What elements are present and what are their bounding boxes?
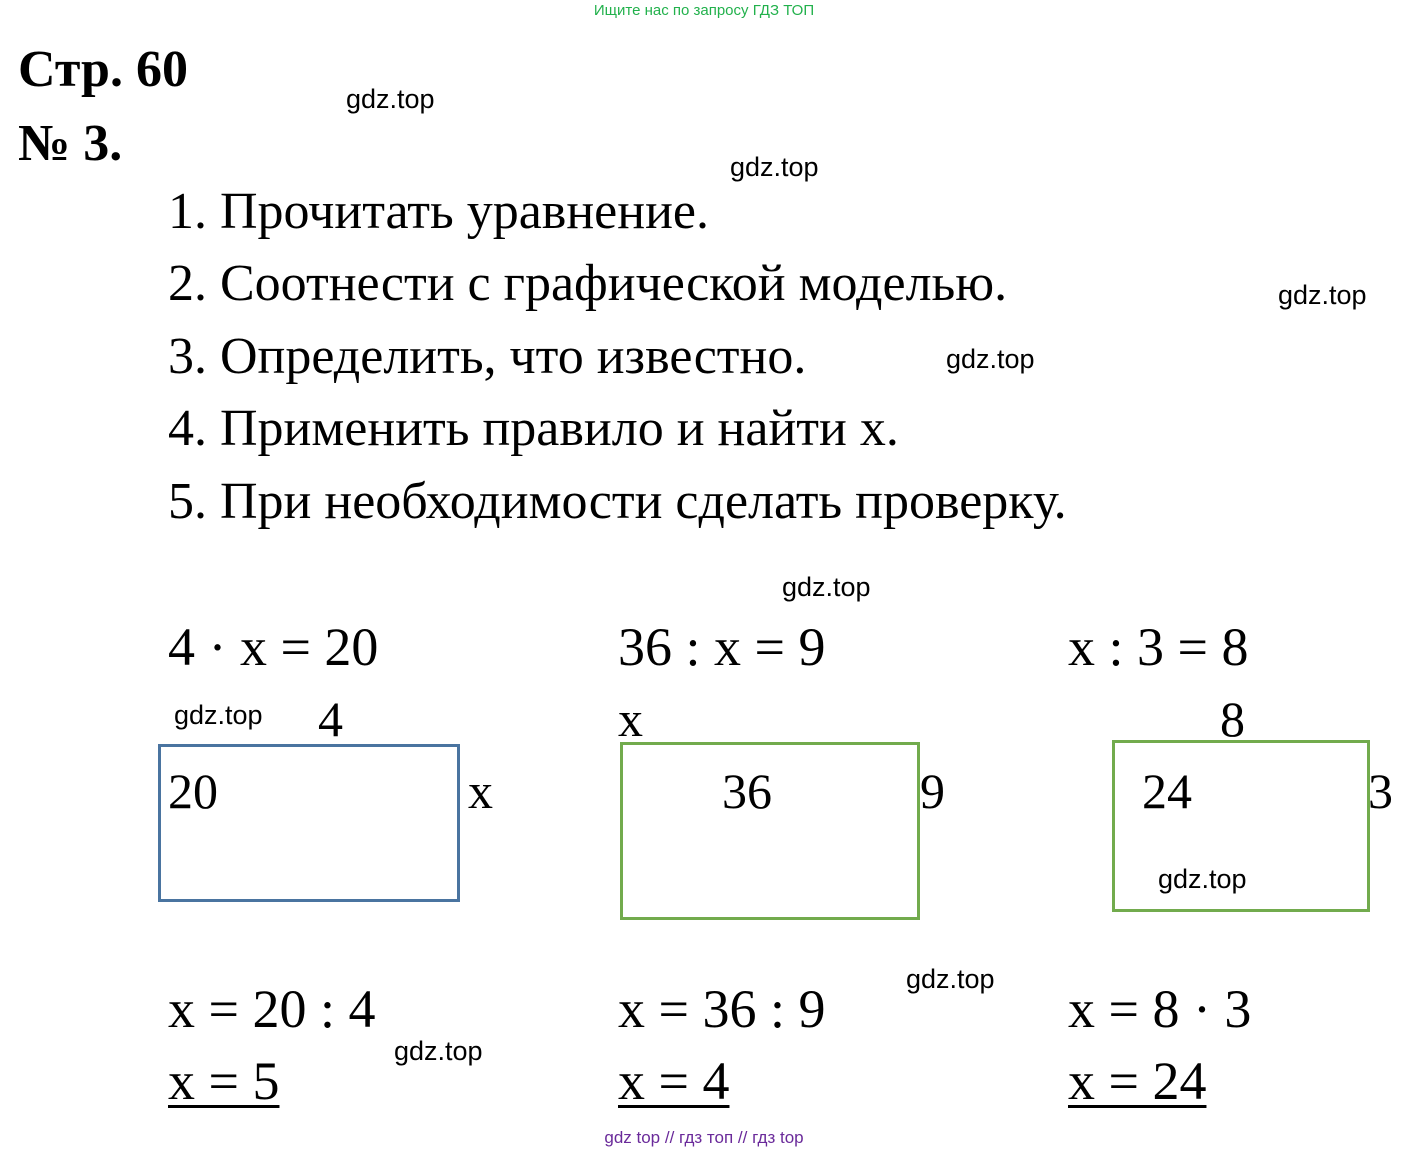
step-3: 3. Определить, что известно.: [168, 328, 807, 385]
footer-links: [0, 1128, 1408, 1148]
footer-link-gdz-top-ru[interactable]: гдз топ: [679, 1128, 734, 1147]
problem-3-top-label: 8: [1220, 691, 1245, 747]
problem-1-inner-value: 20: [168, 763, 218, 819]
watermark-7: gdz.top: [1158, 864, 1247, 894]
step-4: 4. Применить правило и найти х.: [168, 400, 899, 457]
task-heading: № 3.: [18, 115, 123, 172]
footer-link-gdz-top[interactable]: gdz top: [604, 1128, 661, 1147]
problem-3-answer: х = 24: [1068, 1051, 1207, 1111]
watermark-9: gdz.top: [394, 1036, 483, 1066]
problem-3-solution: х = 8 · 3: [1068, 979, 1252, 1039]
problem-1-equation: 4 · х = 20: [168, 617, 379, 677]
problem-2-solution: х = 36 : 9: [618, 979, 826, 1039]
watermark-5: gdz.top: [782, 572, 871, 602]
watermark-8: gdz.top: [906, 964, 995, 994]
problem-2-equation: 36 : х = 9: [618, 617, 826, 677]
watermark-2: gdz.top: [730, 152, 819, 182]
problem-1-side-label: х: [468, 763, 493, 819]
step-1: 1. Прочитать уравнение.: [168, 183, 709, 240]
problem-1-answer: х = 5: [168, 1051, 280, 1111]
step-2: 2. Соотнести с графической моделью.: [168, 255, 1008, 312]
top-banner[interactable]: Ищите нас по запросу ГДЗ ТОП: [593, 2, 815, 19]
problem-2-top-label: х: [618, 691, 643, 747]
footer-separator-1: //: [664, 1128, 675, 1147]
watermark-6: gdz.top: [174, 700, 263, 730]
problem-3-inner-value: 24: [1142, 763, 1192, 819]
footer-link-gdz-top-mixed[interactable]: гдз top: [752, 1128, 804, 1147]
problem-2-inner-value: 36: [722, 763, 772, 819]
problem-3-equation: х : 3 = 8: [1068, 617, 1249, 677]
problem-2-side-label: 9: [920, 763, 945, 819]
page-heading: Стр. 60: [18, 41, 188, 98]
watermark-4: gdz.top: [946, 344, 1035, 374]
footer-separator-2: //: [737, 1128, 748, 1147]
problem-1-top-label: 4: [318, 691, 343, 747]
step-5: 5. При необходимости сделать проверку.: [168, 473, 1067, 530]
problem-2-answer: х = 4: [618, 1051, 730, 1111]
watermark-3: gdz.top: [1278, 280, 1367, 310]
problem-3-side-label: 3: [1368, 763, 1393, 819]
problem-1-solution: х = 20 : 4: [168, 979, 376, 1039]
watermark-1: gdz.top: [346, 84, 435, 114]
